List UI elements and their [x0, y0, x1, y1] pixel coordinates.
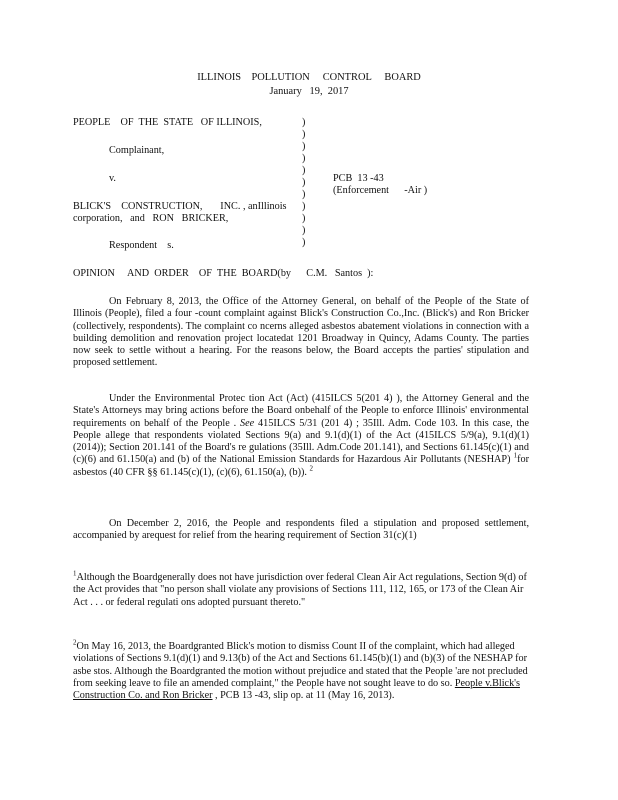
- caption-paren: ): [302, 201, 306, 212]
- footnote-ref-1[interactable]: 1: [513, 452, 518, 461]
- opinion-heading: OPINION AND ORDER OF THE BOARD(by C.M. Santos ):: [73, 268, 374, 279]
- footnote-2-tail: , PCB 13 -43, slip op. at 11 (May 16, 2013).: [212, 690, 395, 702]
- caption-paren: ): [302, 237, 306, 248]
- paragraph-intro: On February 8, 2013, the Office of the Attorney General, on behalf of the People of the State of Illinois (People), filed a four -count complaint against Blick's Construction Co.,Inc. (Blick's) and Ron Bricker (collectively, respondents). The complaint co ncerns alleged asbestos abatement violations in connection with a building demolition and renovation project locatedat 1201 Broadway in Quincy, Adams County. The parties now seek to settle without a hearing. For the reasons below, the Board accepts the parties' stipulation and proposed settlement.: [73, 296, 529, 369]
- caption-paren: ): [302, 117, 306, 128]
- caption-paren: ): [302, 165, 306, 176]
- footnote-1-text: Although the Boardgenerally does not have jurisdiction over federal Clean Air Act regulations, Section 9(d) of the Act provides that "no person shall violate any provisions of Sections 111, 112, 165, or 173 of the Clean Air Act . . . or federal regulati ons adopted pursuant thereto.": [73, 572, 527, 608]
- paragraph-stipulation: On December 2, 2016, the People and respondents filed a stipulation and proposed settlement, accompanied by arequest for relief from the hearing requirement of Section 31(c)(1): [73, 518, 529, 542]
- caption-defendant-line2: corporation, and RON BRICKER,: [73, 213, 229, 224]
- order-date: January 19, 2017: [269, 86, 349, 97]
- footnote-1: [73, 569, 529, 609]
- footnote-2-citation[interactable]: People v.Blick's Construction Co. and Ron Bricker: [73, 677, 520, 702]
- paragraph-statute-tail: for asbestos (40 CFR §§ 61.145(c)(1), (c)(6), 61.150(a), (b)).: [73, 454, 529, 478]
- paragraph-statute-rest: 415ILCS 5/31 (201 4) ; 35Ill. Adm. Code 103. In this case, the People allege that respondents violated Sections 9(a) and 9.1(d)(1) of the Act (415ILCS 5/9(a), 9.1(d)(1) (2014)); Section 201.141 of the Board's re gulations (35Ill. Adm.Code 201.141), and Sections 61.145(c)(1) and (c)(6) and 61.150(a) and (b) of the National Emission Standards for Hazardous Air Pollutants (NESHAP): [73, 417, 530, 466]
- paragraph-statute: [73, 393, 529, 479]
- caption-paren: ): [302, 177, 306, 188]
- caption-defendant-line1: BLICK'S CONSTRUCTION, INC. , anIllinois: [73, 201, 287, 212]
- paragraph-statute-lead: Under the Environmental Protec tion Act (Act) (415ILCS 5(201 4) ), the Attorney General and the State's Attorneys may bring actions before the Board onbehalf of the People to enforce Illinois' environmental requirements on behalf of the People .: [73, 393, 529, 429]
- caption-paren: ): [302, 225, 306, 236]
- caption-paren: ): [302, 153, 306, 164]
- case-type: (Enforcement -Air ): [333, 185, 428, 196]
- caption-paren: ): [302, 213, 306, 224]
- footnote-2-text: On May 16, 2013, the Boardgranted Blick's motion to dismiss Count II of the complaint, which had alleged violations of Sections 9.1(d)(1) and 9.13(b) of the Act and Sections 61.145(b)(1) and (b)(3) of the NESHAP for asbe stos. Although the Boardgranted the motion without prejudice and stated that the People 'are not precluded from seeking leave to file an amended complaint," the People have not sought leave to do so.: [73, 641, 528, 689]
- caption-plaintiff: PEOPLE OF THE STATE OF ILLINOIS,: [73, 117, 262, 128]
- caption-versus: v.: [109, 173, 116, 184]
- caption-respondents: Respondent s.: [109, 240, 174, 251]
- footnote-ref-2[interactable]: 2: [309, 464, 314, 473]
- footnote-2-mark: 2: [73, 638, 77, 647]
- caption-complainant: Complainant,: [109, 145, 165, 156]
- signal-see: See: [240, 417, 255, 429]
- board-name: ILLINOIS POLLUTION CONTROL BOARD: [197, 72, 421, 83]
- case-number: PCB 13 -43: [333, 173, 384, 184]
- footnote-2: [73, 638, 529, 702]
- caption-paren: ): [302, 129, 306, 140]
- caption-paren: ): [302, 141, 306, 152]
- caption-paren: ): [302, 189, 306, 200]
- footnote-1-mark: 1: [73, 569, 77, 578]
